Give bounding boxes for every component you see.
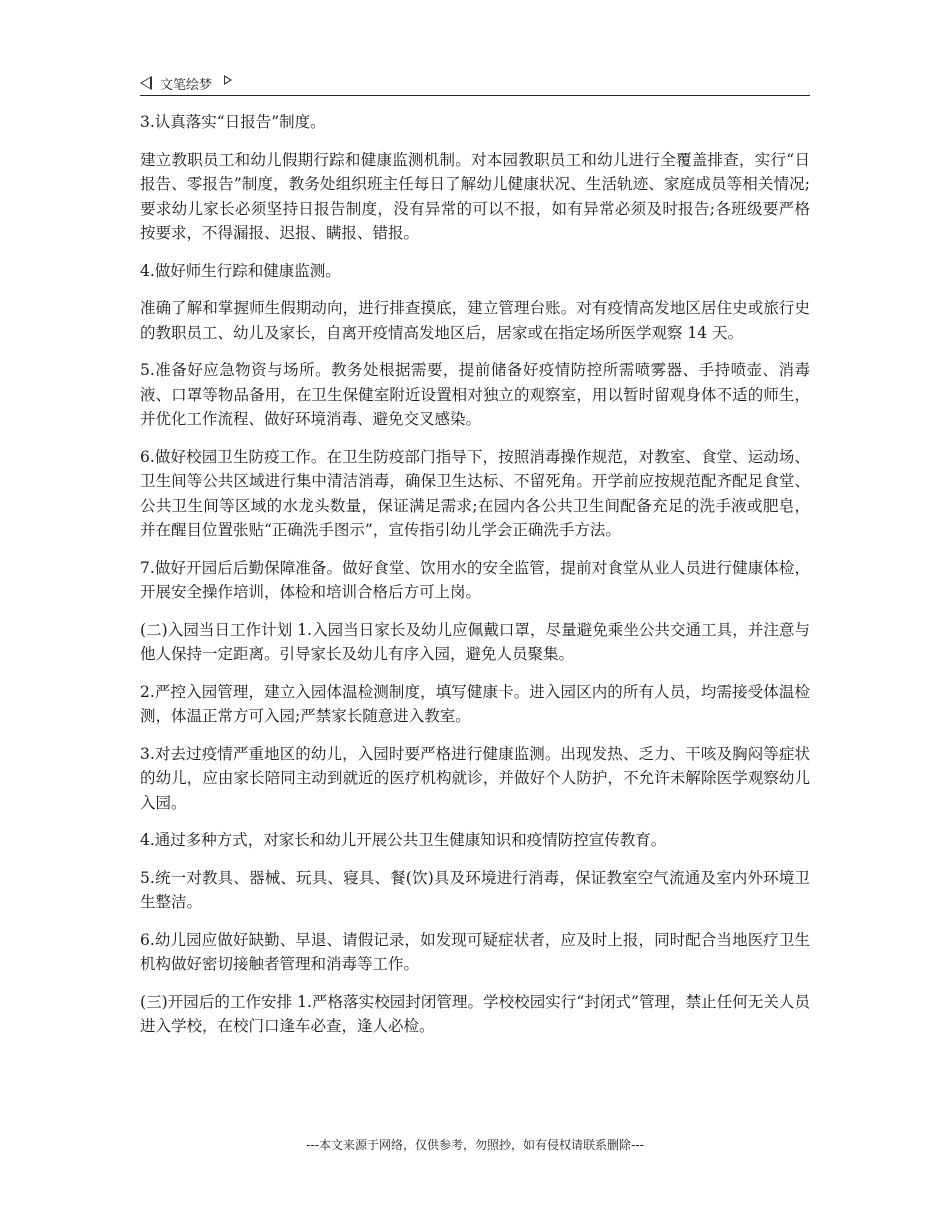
triangle-right-icon [224,75,232,85]
brand-name: 文笔绘梦 [160,77,213,93]
paragraph: 3.认真落实“日报告”制度。 [140,113,326,131]
page-footer: ---本文来源于网络，仅供参考，勿照抄，如有侵权请联系删除--- [306,1138,644,1152]
paragraph: 5.准备好应急物资与场所。教务处根据需要，提前储备好疫情防控所需喷雾器、手持喷壶、消毒液、口罩等物品备用，在卫生保健室附近设置相对独立的观察室，用以暂时留观身体不适的师生，并优化工作流程、做好环境消毒、避免交叉感染。 [140,361,810,428]
triangle-left-icon [140,76,152,90]
paragraph: 7.做好开园后后勤保障准备。做好食堂、饮用水的安全监管，提前对食堂从业人员进行健康体检，开展安全操作培训，体检和培训合格后方可上岗。 [140,558,810,601]
paragraph: (三)开园后的工作安排 1.严格落实校园封闭管理。学校校园实行“封闭式”管理，禁止任何无关人员进入学校，在校门口逢车必查，逢人必检。 [140,992,810,1035]
paragraph: 6.做好校园卫生防疫工作。在卫生防疫部门指导下，按照消毒操作规范，对教室、食堂、运动场、卫生间等公共区域进行集中清洁消毒，确保卫生达标、不留死角。开学前应按规范配齐配足食堂、公共卫生间等区域的水龙头数量，保证满足需求;在园内各公共卫生间配备充足的洗手液或肥皂，并在醒目位置张贴“正确洗手图示”，宣传指引幼儿学会正确洗手方法。 [140,447,810,539]
paragraph: 5.统一对教具、器械、玩具、寝具、餐(饮)具及环境进行消毒，保证教室空气流通及室内外环境卫生整洁。 [140,868,810,911]
paragraph: 建立教职员工和幼儿假期行踪和健康监测机制。对本园教职员工和幼儿进行全覆盖排查，实行“日报告、零报告”制度，教务处组织班主任每日了解幼儿健康状况、生活轨迹、家庭成员等相关情况;要求幼儿家长必须坚持日报告制度，没有异常的可以不报，如有异常必须及时报告;各班级要严格按要求，不得漏报、迟报、瞒报、错报。 [140,150,810,242]
paragraph: 4.做好师生行踪和健康监测。 [140,261,341,280]
paragraph: 3.对去过疫情严重地区的幼儿，入园时要严格进行健康监测。出现发热、乏力、干咳及胸闷等症状的幼儿，应由家长陪同主动到就近的医疗机构就诊，并做好个人防护，不允许未解除医学观察幼儿入园。 [140,744,810,812]
page-header [140,72,810,94]
paragraph: (二)入园当日工作计划 1.入园当日家长及幼儿应佩戴口罩，尽量避免乘坐公共交通工具，并注意与他人保持一定距离。引导家长及幼儿有序入园，避免人员聚集。 [140,620,810,663]
paragraph: 4.通过多种方式，对家长和幼儿开展公共卫生健康知识和疫情防控宣传教育。 [140,831,667,849]
paragraph: 2.严控入园管理，建立入园体温检测制度，填写健康卡。进入园区内的所有人员，均需接受体温检测，体温正常方可入园;严禁家长随意进入教室。 [140,682,810,725]
document-body [140,110,810,1052]
paragraph: 准确了解和掌握师生假期动向，进行排查摸底，建立管理台账。对有疫情高发地区居住史或旅行史的教职员工、幼儿及家长，自离开疫情高发地区后，居家或在指定场所医学观察 14 天。 [140,299,810,342]
header-divider [140,95,810,96]
paragraph: 6.幼儿园应做好缺勤、早退、请假记录，如发现可疑症状者，应及时上报，同时配合当地医疗卫生机构做好密切接触者管理和消毒等工作。 [140,930,810,973]
